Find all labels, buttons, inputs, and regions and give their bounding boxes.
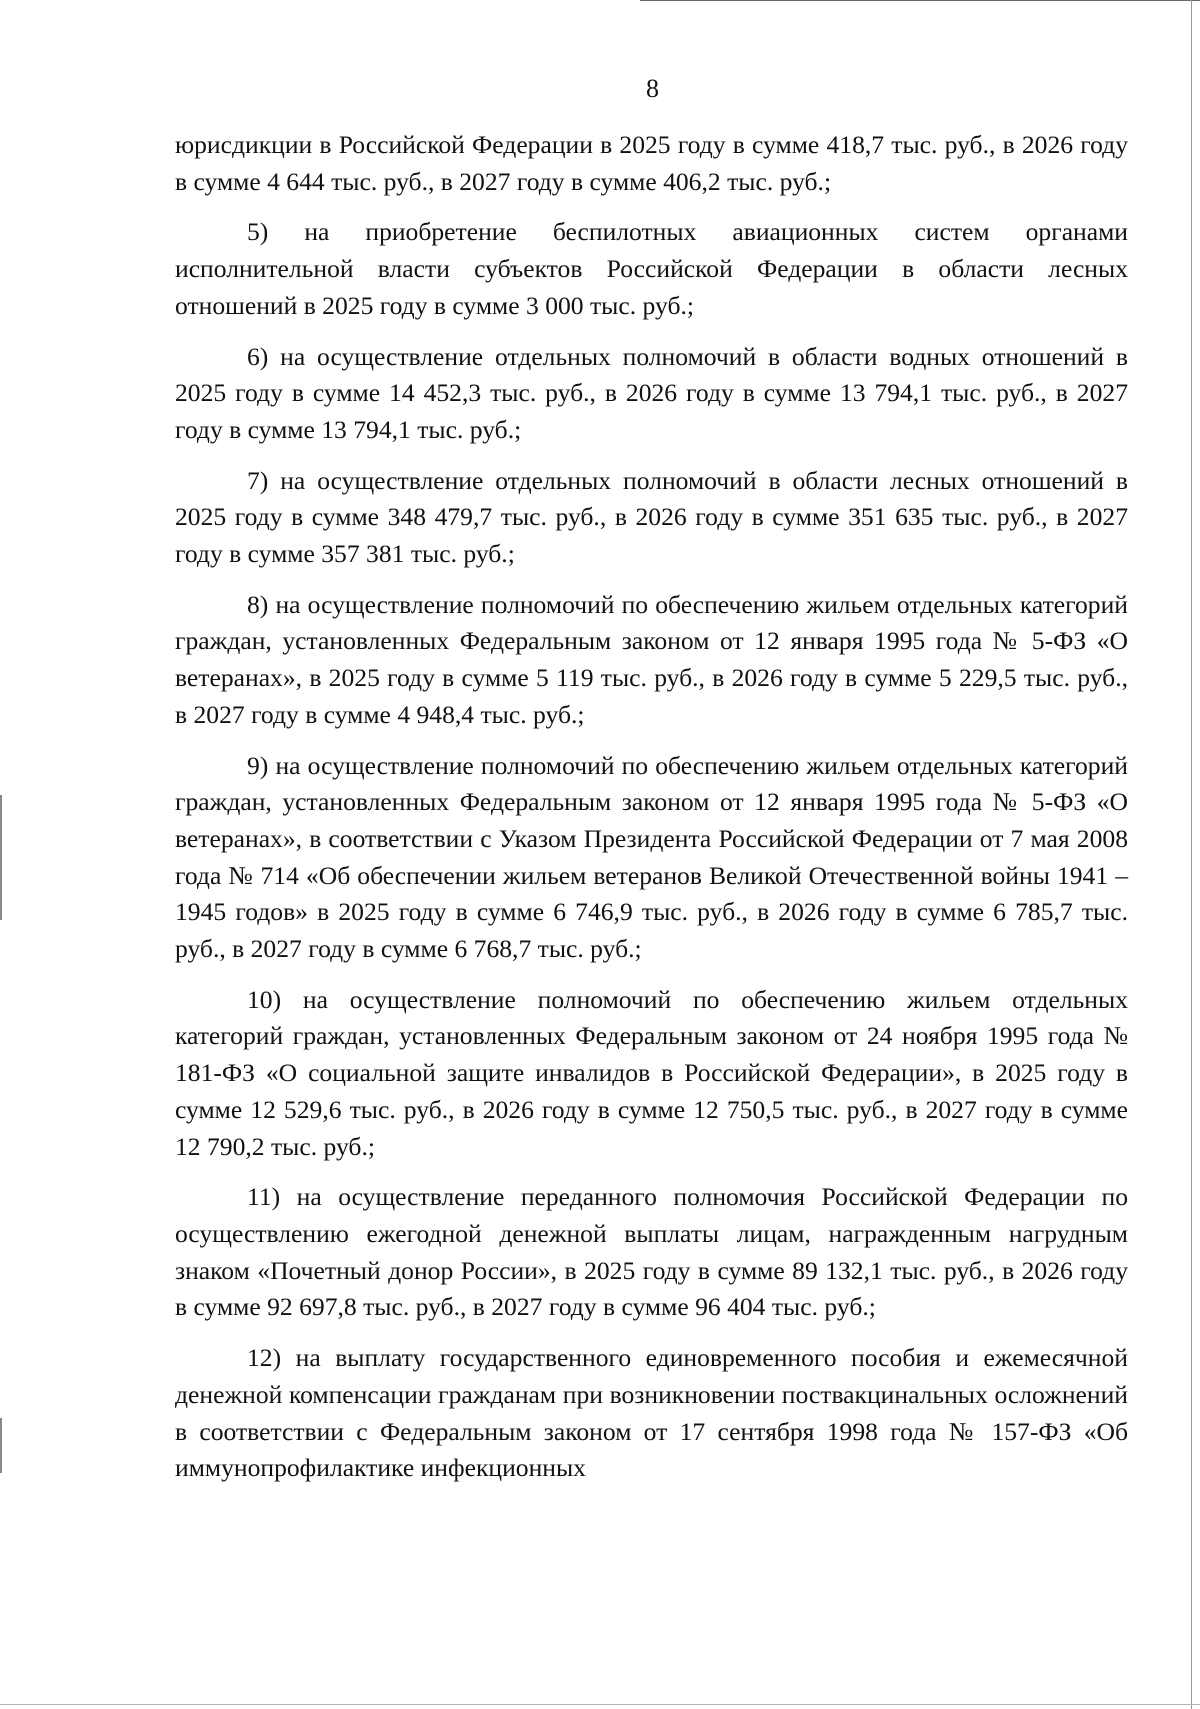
paragraph-item-6: 6) на осуществление отдельных полномочий в области водных отношений в 2025 году в сумме 14 452,3 тыс. руб., в 2026 году в сумме 13 794,1 тыс. руб., в 2027 году в сумме 13 794,1 тыс. руб.;: [175, 341, 1128, 444]
scan-edge-bottom: [0, 1704, 1200, 1705]
page-number: 8: [646, 74, 659, 103]
paragraph-item-11: 11) на осуществление переданного полномочия Российской Федерации по осуществлению ежегодной денежной выплаты лицам, награжденным нагрудным знаком «Почетный донор России», в 2025 году в сумме 89 132,1 тыс. руб., в 2026 году в сумме 92 697,8 тыс. руб., в 2027 году в сумме 96 404 тыс. руб.;: [175, 1182, 1128, 1322]
scan-edge-right: [1191, 0, 1192, 1709]
paragraph-continuation: юрисдикции в Российской Федерации в 2025 году в сумме 418,7 тыс. руб., в 2026 году в сумме 4 644 тыс. руб., в 2027 году в сумме 406,2 тыс. руб.;: [175, 130, 1128, 196]
paragraph-item-7: 7) на осуществление отдельных полномочий в области лесных отношений в 2025 году в сумме 348 479,7 тыс. руб., в 2026 году в сумме 351 635 тыс. руб., в 2027 году в сумме 357 381 тыс. руб.;: [175, 465, 1128, 569]
document-body: [175, 127, 1128, 1487]
scan-mark-left-lower: [0, 1418, 2, 1473]
paragraph-item-8: 8) на осуществление полномочий по обеспечению жильем отдельных категорий граждан, установленных Федеральным законом от 12 января 1995 года № 5-ФЗ «О ветеранах», в 2025 году в сумме 5 119 тыс. руб., в 2026 году в сумме 5 229,5 тыс. руб., в 2027 году в сумме 4 948,4 тыс. руб.;: [175, 589, 1128, 729]
paragraph-item-12: 12) на выплату государственного единовременного пособия и ежемесячной денежной компенсации гражданам при возникновении поствакцинальных осложнений в соответствии с Федеральным законом от 17 сентября 1998 года № 157-ФЗ «Об иммунопрофилактике инфекционных: [175, 1343, 1128, 1483]
paragraph-item-10: 10) на осуществление полномочий по обеспечению жильем отдельных категорий граждан, установленных Федеральным законом от 24 ноября 1995 года № 181-ФЗ «О социальной защите инвалидов в Российской Федерации», в 2025 году в сумме 12 529,6 тыс. руб., в 2026 году в сумме 12 750,5 тыс. руб., в 2027 году в сумме 12 790,2 тыс. руб.;: [175, 984, 1128, 1161]
scan-edge-top: [640, 0, 1200, 4]
paragraph-item-9: 9) на осуществление полномочий по обеспечению жильем отдельных категорий граждан, установленных Федеральным законом от 12 января 1995 года № 5-ФЗ «О ветеранах», в соответствии с Указом Президента Российской Федерации от 7 мая 2008 года № 714 «Об обеспечении жильем ветеранов Великой Отечественной войны 1941 – 1945 годов» в 2025 году в сумме 6 746,9 тыс. руб., в 2026 году в сумме 6 785,7 тыс. руб., в 2027 году в сумме 6 768,7 тыс. руб.;: [175, 750, 1128, 964]
paragraph-item-5: 5) на приобретение беспилотных авиационных систем органами исполнительной власти субъектов Российской Федерации в области лесных отношений в 2025 году в сумме 3 000 тыс. руб.;: [175, 217, 1128, 320]
scan-mark-left: [0, 795, 2, 920]
